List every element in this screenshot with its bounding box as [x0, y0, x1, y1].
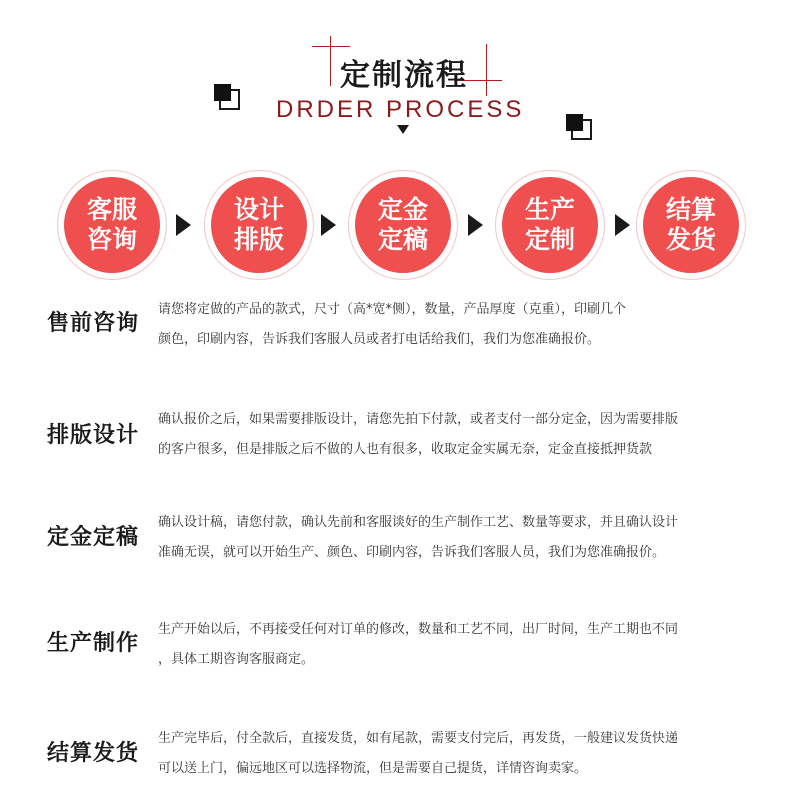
- detail-line: 生产完毕后，付全款后，直接发货，如有尾款，需要支付完后，再发货，一般建议发货快递: [158, 731, 679, 746]
- step-circle-deposit: [349, 171, 457, 279]
- decor-square-icon: [214, 84, 238, 108]
- decor-square-icon: [566, 114, 590, 138]
- detail-text-settle: [158, 724, 766, 784]
- detail-line: 准确无误，就可以开始生产、颜色、印刷内容，告诉我们客服人员，我们为您准确报价。: [158, 545, 666, 560]
- step-circle-settle: [637, 171, 745, 279]
- detail-title-deposit: 定金定稿: [47, 525, 140, 550]
- step-label: 定金定稿: [377, 195, 428, 254]
- arrow-right-icon: [615, 214, 630, 236]
- arrow-right-icon: [176, 214, 191, 236]
- detail-text-production: [158, 615, 766, 675]
- step-label: 生产定制: [524, 195, 575, 254]
- arrow-right-icon: [321, 214, 336, 236]
- step-label: 结算发货: [665, 195, 716, 254]
- detail-title-settle: 结算发货: [47, 741, 140, 766]
- arrow-right-icon: [468, 214, 483, 236]
- step-label: 客服咨询: [86, 195, 137, 254]
- page-title: 定制流程: [340, 58, 468, 93]
- detail-line: 请您将定做的产品的款式，尺寸（高*宽*侧），数量，产品厚度（克重），印刷几个: [158, 302, 627, 317]
- detail-title-design: 排版设计: [47, 423, 140, 448]
- step-circle-design: [205, 171, 313, 279]
- detail-text-design: [158, 405, 766, 465]
- step-circle-production: [496, 171, 604, 279]
- detail-text-deposit: [158, 508, 766, 568]
- detail-title-production: 生产制作: [47, 631, 140, 656]
- detail-line: 生产开始以后，不再接受任何对订单的修改，数量和工艺不同，出厂时间，生产工期也不同: [158, 622, 679, 637]
- detail-line: 可以送上门，偏远地区可以选择物流，但是需要自己提货，详情咨询卖家。: [158, 761, 588, 776]
- detail-title-consult: 售前咨询: [47, 311, 140, 336]
- down-triangle-icon: [397, 125, 409, 134]
- detail-line: 确认报价之后，如果需要排版设计，请您先拍下付款，或者支付一部分定金，因为需要排版: [158, 412, 679, 427]
- detail-line: 的客户很多，但是排版之后不做的人也有很多，收取定金实属无奈，定金直接抵押货款: [158, 442, 653, 457]
- detail-line: 确认设计稿，请您付款，确认先前和客服谈好的生产制作工艺、数量等要求，并且确认设计: [158, 515, 679, 530]
- detail-line: 颜色，印刷内容，告诉我们客服人员或者打电话给我们，我们为您准确报价。: [158, 332, 601, 347]
- page-subtitle: DRDER PROCESS: [276, 96, 525, 123]
- detail-line: ，具体工期咨询客服商定。: [158, 652, 315, 667]
- step-circle-consult: [58, 171, 166, 279]
- header-decor-line: [312, 46, 350, 47]
- header-decor-line: [486, 44, 487, 96]
- header-decor-line: [330, 36, 331, 86]
- detail-text-consult: [158, 295, 766, 355]
- step-label: 设计排版: [233, 195, 284, 254]
